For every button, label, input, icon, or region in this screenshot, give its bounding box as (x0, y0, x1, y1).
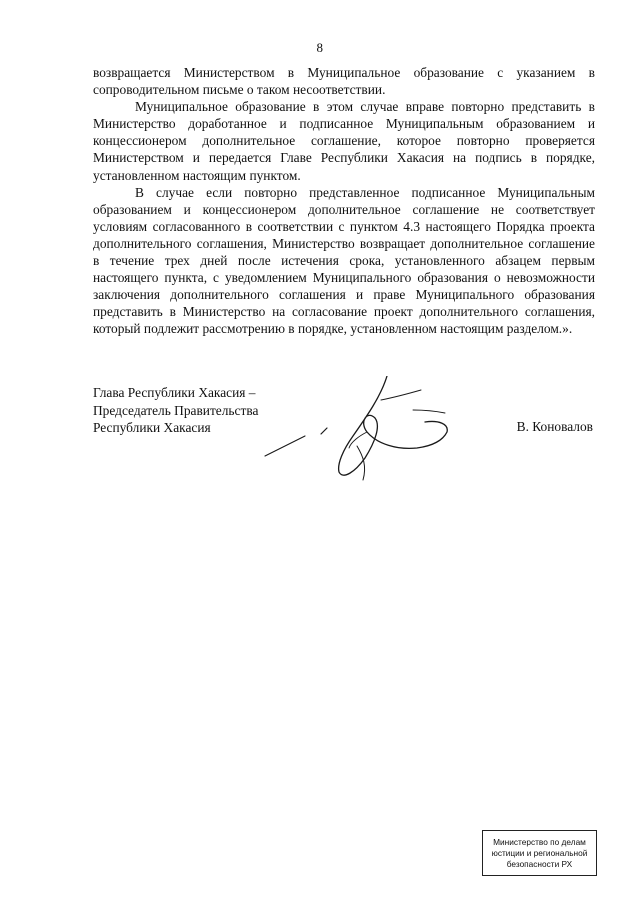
stamp-line-1: Министерство по делам (493, 837, 586, 847)
stamp-line-3: безопасности РХ (506, 859, 573, 869)
signatory-title-line-3: Республики Хакасия (93, 420, 211, 435)
signatory-title-line-2: Председатель Правительства (93, 402, 259, 418)
signatory-title-line-1: Глава Республики Хакасия – (93, 385, 256, 400)
paragraph-continuation: возвращается Министерством в Муниципальное образование с указанием в сопроводительном письме о таком несоответствии. (93, 65, 595, 98)
page-number: 8 (316, 40, 324, 55)
paragraph-return: В случае если повторно представленное подписанное Муниципальным образованием и концессионером дополнительное соглашение не соответствует условиям согласованного в соответствии с пунктом 4.3 настоящего Порядка проекта дополнительного соглашения, Министерство возвращает дополнительное соглашение в течение трех дней после истечения срока, установленного абзацем первым настоящего пункта, с уведомлением Муниципального образования о невозможности заключения дополнительного соглашения и праве Муниципального образования представить в Министерство на согласование проект дополнительного соглашения, который подлежит рассмотрению в порядке, установленном настоящим разделом.». (93, 184, 595, 337)
stamp-line-2: юстиции и региональной (491, 848, 588, 858)
signature-block (93, 384, 595, 504)
handwritten-signature (263, 376, 473, 488)
document-body (93, 64, 595, 338)
paragraph-resubmission: Муниципальное образование в этом случае вправе повторно представить в Министерство доработанное и подписанное Муниципальным образованием и концессионером дополнительное соглашение, которое повторно проверяется Министерством и передается Главе Республики Хакасия на подпись в порядке, установленном настоящим пунктом. (93, 99, 595, 183)
registration-stamp (482, 830, 597, 876)
signatory-name: В. Коновалов (516, 419, 593, 434)
signatory-title (93, 384, 258, 437)
